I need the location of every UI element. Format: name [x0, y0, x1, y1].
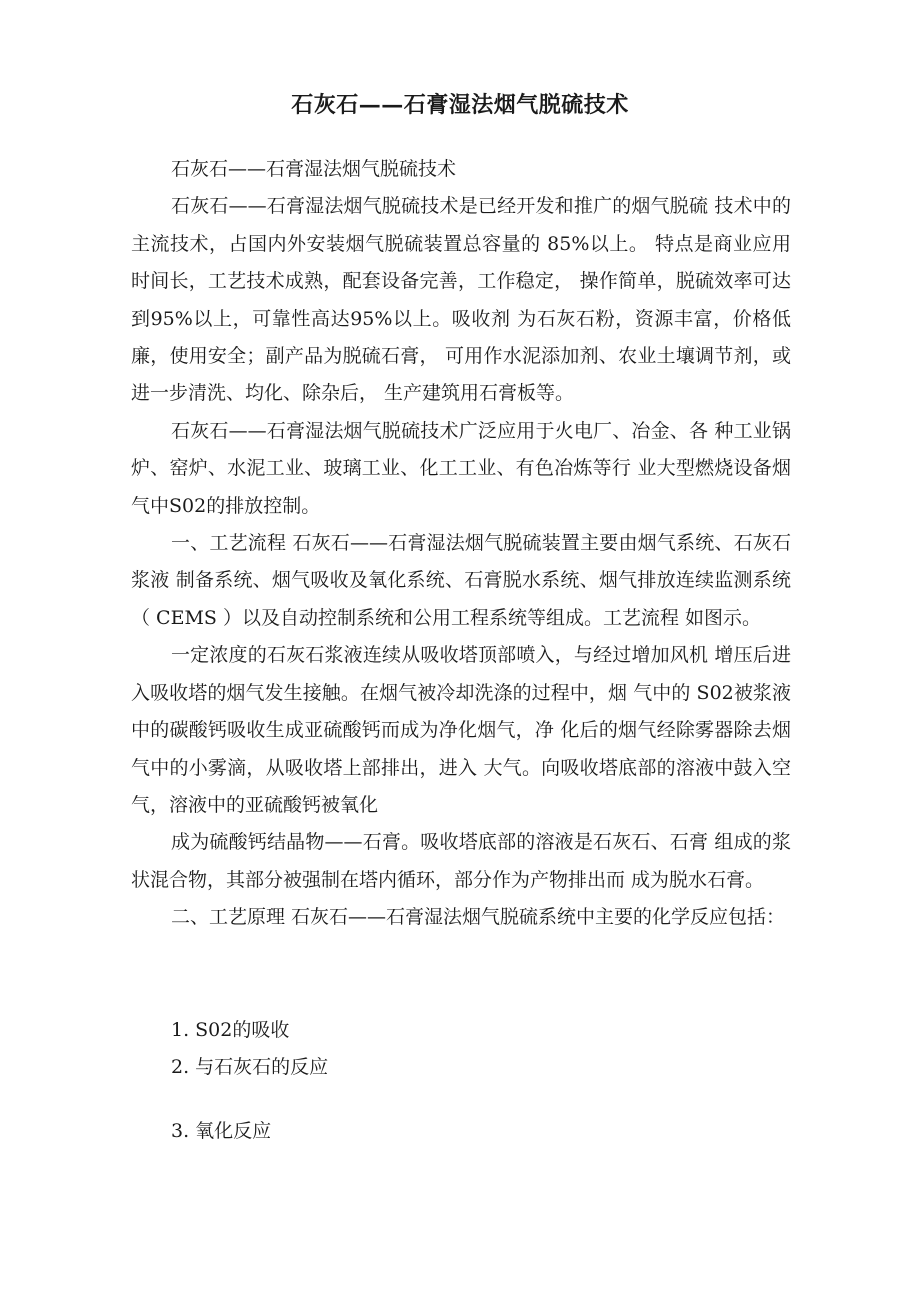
paragraph-gypsum-formation: 成为硫酸钙结晶物——石膏。吸收塔底部的溶液是石灰石、石膏 组成的浆状混合物，其部分被强制在塔内循环，部分作为产物排出而 成为脱水石膏。	[131, 831, 791, 891]
document-title: 石灰石——石膏湿法烟气脱硫技术	[291, 92, 629, 118]
document-body	[131, 151, 791, 937]
list-item-limestone-reaction: 2. 与石灰石的反应	[171, 1056, 329, 1078]
paragraph-process-principle: 二、工艺原理 石灰石——石膏湿法烟气脱硫系统中主要的化学反应包括：	[171, 906, 786, 929]
paragraph-absorption-process: 一定浓度的石灰石浆液连续从吸收塔顶部喷入，与经过增加风机 增压后进入吸收塔的烟气发生接触。在烟气被冷却洗涤的过程中，烟 气中的 S02被浆液中的碳酸钙吸收生成亚硫酸钙而成为净化烟气，净 化后的烟气经除雾器除去烟气中的小雾滴，从吸收塔上部排出，进入 大气。向吸收塔底部的溶液中鼓入空气，溶液中的亚硫酸钙被氧化	[131, 644, 791, 816]
paragraph-applications: 石灰石——石膏湿法烟气脱硫技术广泛应用于火电厂、冶金、各 种工业锅炉、窑炉、水泥工业、玻璃工业、化工工业、有色冶炼等行 业大型燃烧设备烟气中S02的排放控制。	[131, 419, 791, 517]
paragraph-subtitle: 石灰石——石膏湿法烟气脱硫技术	[171, 158, 457, 180]
list-item-so2-absorption: 1. S02的吸收	[171, 1019, 290, 1041]
paragraph-process-flow: 一、工艺流程 石灰石——石膏湿法烟气脱硫装置主要由烟气系统、石灰石浆液 制备系统、烟气吸收及氧化系统、石膏脱水系统、烟气排放连续监测系统 （ CEMS ）以及自动控制系统和公用工程系统等组成。工艺流程 如图示。	[131, 532, 791, 629]
paragraph-overview: 石灰石——石膏湿法烟气脱硫技术是已经开发和推广的烟气脱硫 技术中的主流技术，占国内外安装烟气脱硫装置总容量的 85%以上。 特点是商业应用时间长，工艺技术成熟，配套设备完善，工作稳定， 操作简单，脱硫效率可达到95%以上，可靠性高达95%以上。吸收剂 为石灰石粉，资源丰富，价格低廉，使用安全；副产品为脱硫石膏， 可用作水泥添加剂、农业土壤调节剂，或进一步清洗、均化、除杂后， 生产建筑用石膏板等。	[131, 195, 791, 405]
list-item-oxidation: 3. 氧化反应	[171, 1120, 272, 1142]
